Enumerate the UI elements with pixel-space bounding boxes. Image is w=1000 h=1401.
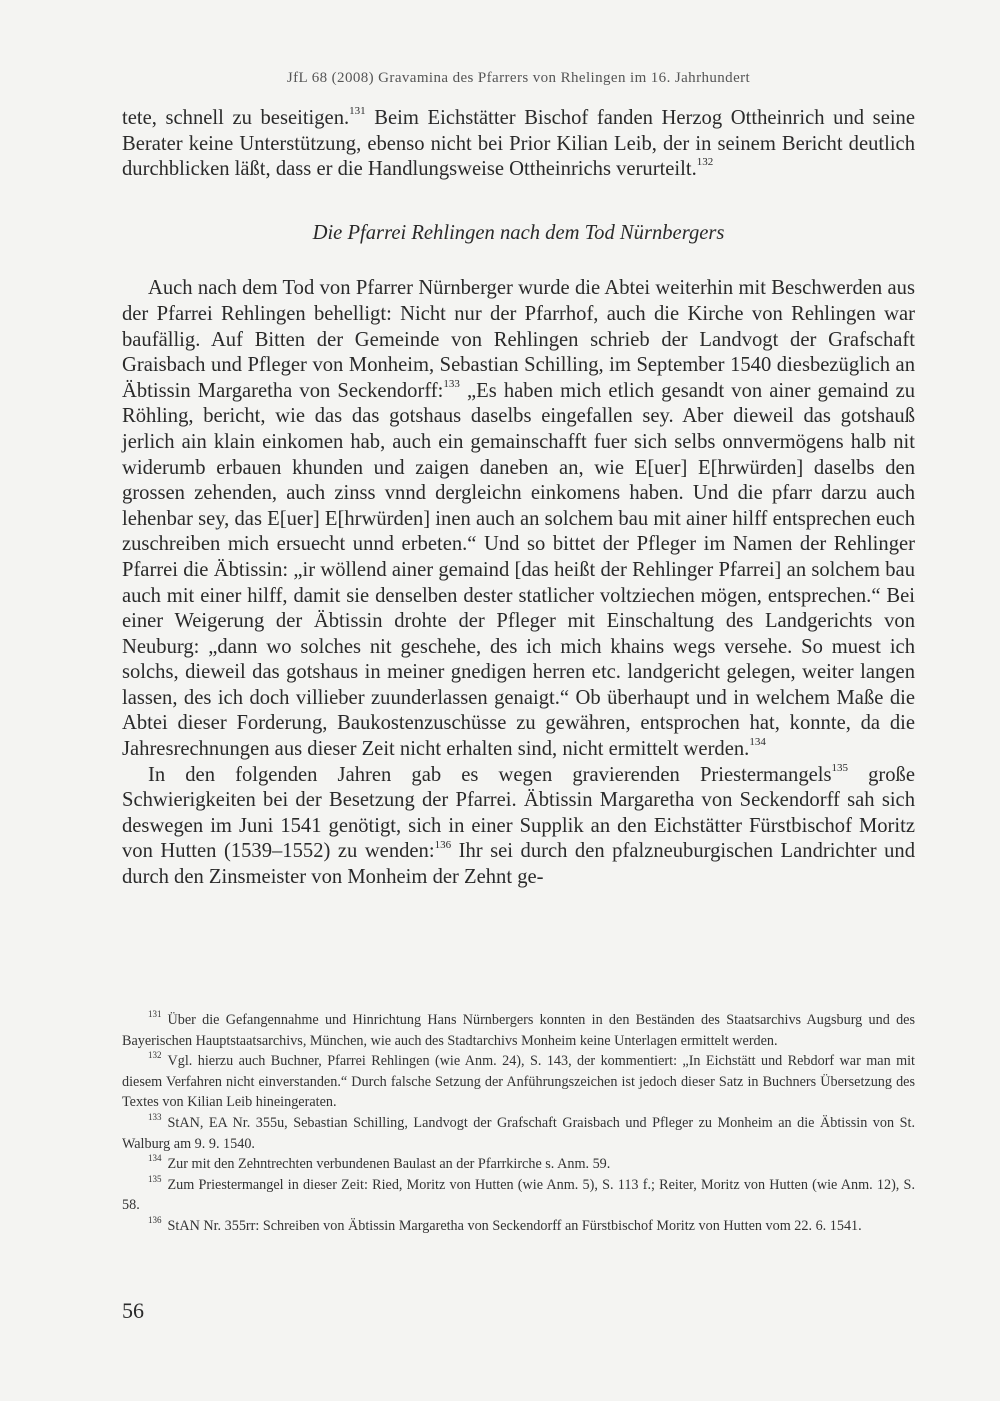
- paragraph-text: Beim Eichstätter Bischof fanden Herzog Ottheinrich und seine Berater keine Unterstützung, ebenso nicht bei Prior Kilian Leib, der in seinem Bericht deutlich durchblicken läßt, dass er die Handlungsweise Ottheinrichs verurteilt.: [122, 107, 915, 181]
- footnotes: [122, 1010, 915, 1237]
- footnote-number: 132: [148, 1050, 162, 1061]
- footnote: [122, 1154, 915, 1175]
- footnote: [122, 1010, 915, 1051]
- paragraph-3: [122, 763, 915, 891]
- paragraph-text: „Es haben mich etlich gesandt von ainer gemaind zu Röhling, bericht, wie das das gotshaus daselbs eingefallen sey. Aber dieweil das gotshauß jerlich ain klain einkomen hab, auch ein gemainschafft fuer sich selbs onnvermögens halb nit widerumb erbauen khunden und zaigen daneben an, wie E[uer] E[hrwürden] daselbs den grossen zehenden, auch zinss vnnd dergleichn einkomens haben. Und die pfarr darzu auch lehenbar sey, das E[uer] E[hrwürden] inen auch an solchem bau mit ainer hilff entsprechen euch zuschreiben mich ersuecht unnd erbeten.“ Und so bittet der Pfleger im Namen der Rehlinger Pfarrei die Äbtissin: „ir wöllend ainer gemaind [das heißt der Rehlinger Pfarrei] an solchem bau auch mit einer hilff, damit sie denselben dester statlicher voltziechen mögen, entsprechen.“ Bei einer Weigerung der Äbtissin drohte der Pfleger mit Einschaltung des Landgerichts von Neuburg: „dann wo solches nit geschehe, des ich mich khains wegs versehe. So muest ich solchs, dieweil das gotshaus in meiner gnedigen herren etc. landgericht gelegen, weiter langen lassen, des ich doch villieber zuunderlassen genaigt.“ Ob überhaupt und in welchem Maße die Abtei dieser Forderung, Baukostenzuschüsse zu gewähren, entsprochen hat, konnte, da die Jahresrechnungen aus dieser Zeit nicht erhalten sind, nicht ermittelt werden.: [122, 379, 916, 761]
- footnote-text: Vgl. hierzu auch Buchner, Pfarrei Rehlingen (wie Anm. 24), S. 143, der kommentiert: „In Eichstätt und Rebdorf war man mit diesem Verfahren nicht einverstanden.“ Durch falsche Setzung der Anführungszeichen ist jedoch dieser Satz in Buchners Übersetzung des Textes von Kilian Leib hineingeraten.: [122, 1053, 915, 1111]
- footnote: [122, 1051, 915, 1113]
- section-title: Die Pfarrei Rehlingen nach dem Tod Nürnbergers: [312, 221, 725, 244]
- footnote-number: 136: [148, 1215, 162, 1226]
- footnote-text: Über die Gefangennahme und Hinrichtung Hans Nürnbergers konnten in den Beständen des Staatsarchivs Augsburg und des Bayerischen Hauptstaatsarchivs, München, wie auch des Stadtarchivs Monheim keine Unterlagen ermittelt werden.: [122, 1012, 915, 1049]
- main-text: [122, 106, 915, 891]
- paragraph-text: tete, schnell zu beseitigen.: [122, 107, 350, 129]
- footnote-ref: 136: [434, 838, 452, 851]
- footnote: [122, 1216, 915, 1237]
- paragraph-1: [122, 106, 915, 183]
- footnote-number: 131: [148, 1009, 162, 1020]
- footnote-number: 134: [148, 1153, 162, 1164]
- footnote-ref: 134: [749, 736, 766, 749]
- running-head: JfL 68 (2008) Gravamina des Pfarrers von Rhelingen im 16. Jahrhundert: [286, 70, 751, 86]
- footnote-ref: 132: [696, 156, 714, 169]
- footnote-ref: 135: [831, 761, 848, 774]
- paragraph-text: In den folgenden Jahren gab es wegen gravierenden Priestermangels: [148, 763, 832, 786]
- footnote-number: 133: [148, 1112, 162, 1123]
- footnote-ref: 131: [349, 105, 366, 118]
- paragraph-text: Auch nach dem Tod von Pfarrer Nürnberger wurde die Abtei weiterhin mit Beschwerden aus der Pfarrei Rehlingen behelligt: Nicht nur der Pfarrhof, auch die Kirche von Rehlingen war baufällig. Auf Bitten der Gemeinde von Rehlingen schrieb der Landvogt der Grafschaft Graisbach und Pfleger von Monheim, Sebastian Schilling, im September 1540 diesbezüglich an Äbtissin Margaretha von Seckendorff:: [122, 277, 915, 402]
- footnote-text: StAN, EA Nr. 355u, Sebastian Schilling, Landvogt der Grafschaft Graisbach und Pfleger zu Monheim an die Äbtissin von St. Walburg am 9. 9. 1540.: [122, 1114, 915, 1152]
- footnote-ref: 133: [443, 377, 460, 390]
- paragraph-text: große Schwierigkeiten bei der Besetzung der Pfarrei. Äbtissin Margaretha von Seckendorff sah sich deswegen im Juni 1541 genötigt, sich in einer Supplik an den Eichstätter Fürstbischof Moritz von Hutten (1539–1552) zu wenden:: [122, 763, 915, 863]
- footnote-number: 135: [148, 1174, 162, 1185]
- paragraph-text: Ihr sei durch den pfalzneuburgischen Landrichter und durch den Zinsmeister von Monheim der Zehnt ge-: [122, 840, 916, 889]
- footnote-text: Zum Priestermangel in dieser Zeit: Ried, Moritz von Hutten (wie Anm. 5), S. 113 f.; Reiter, Moritz von Hutten (wie Anm. 12), S. 58.: [122, 1176, 915, 1214]
- footnote: [122, 1175, 915, 1216]
- page-number: 56: [122, 1298, 144, 1323]
- paragraph-2: [122, 276, 915, 762]
- footnote-text: StAN Nr. 355rr: Schreiben von Äbtissin Margaretha von Seckendorff an Fürstbischof Moritz von Hutten vom 22. 6. 1541.: [167, 1217, 862, 1234]
- footnote-text: Zur mit den Zehntrechten verbundenen Baulast an der Pfarrkirche s. Anm. 59.: [167, 1156, 611, 1173]
- footnote: [122, 1113, 915, 1154]
